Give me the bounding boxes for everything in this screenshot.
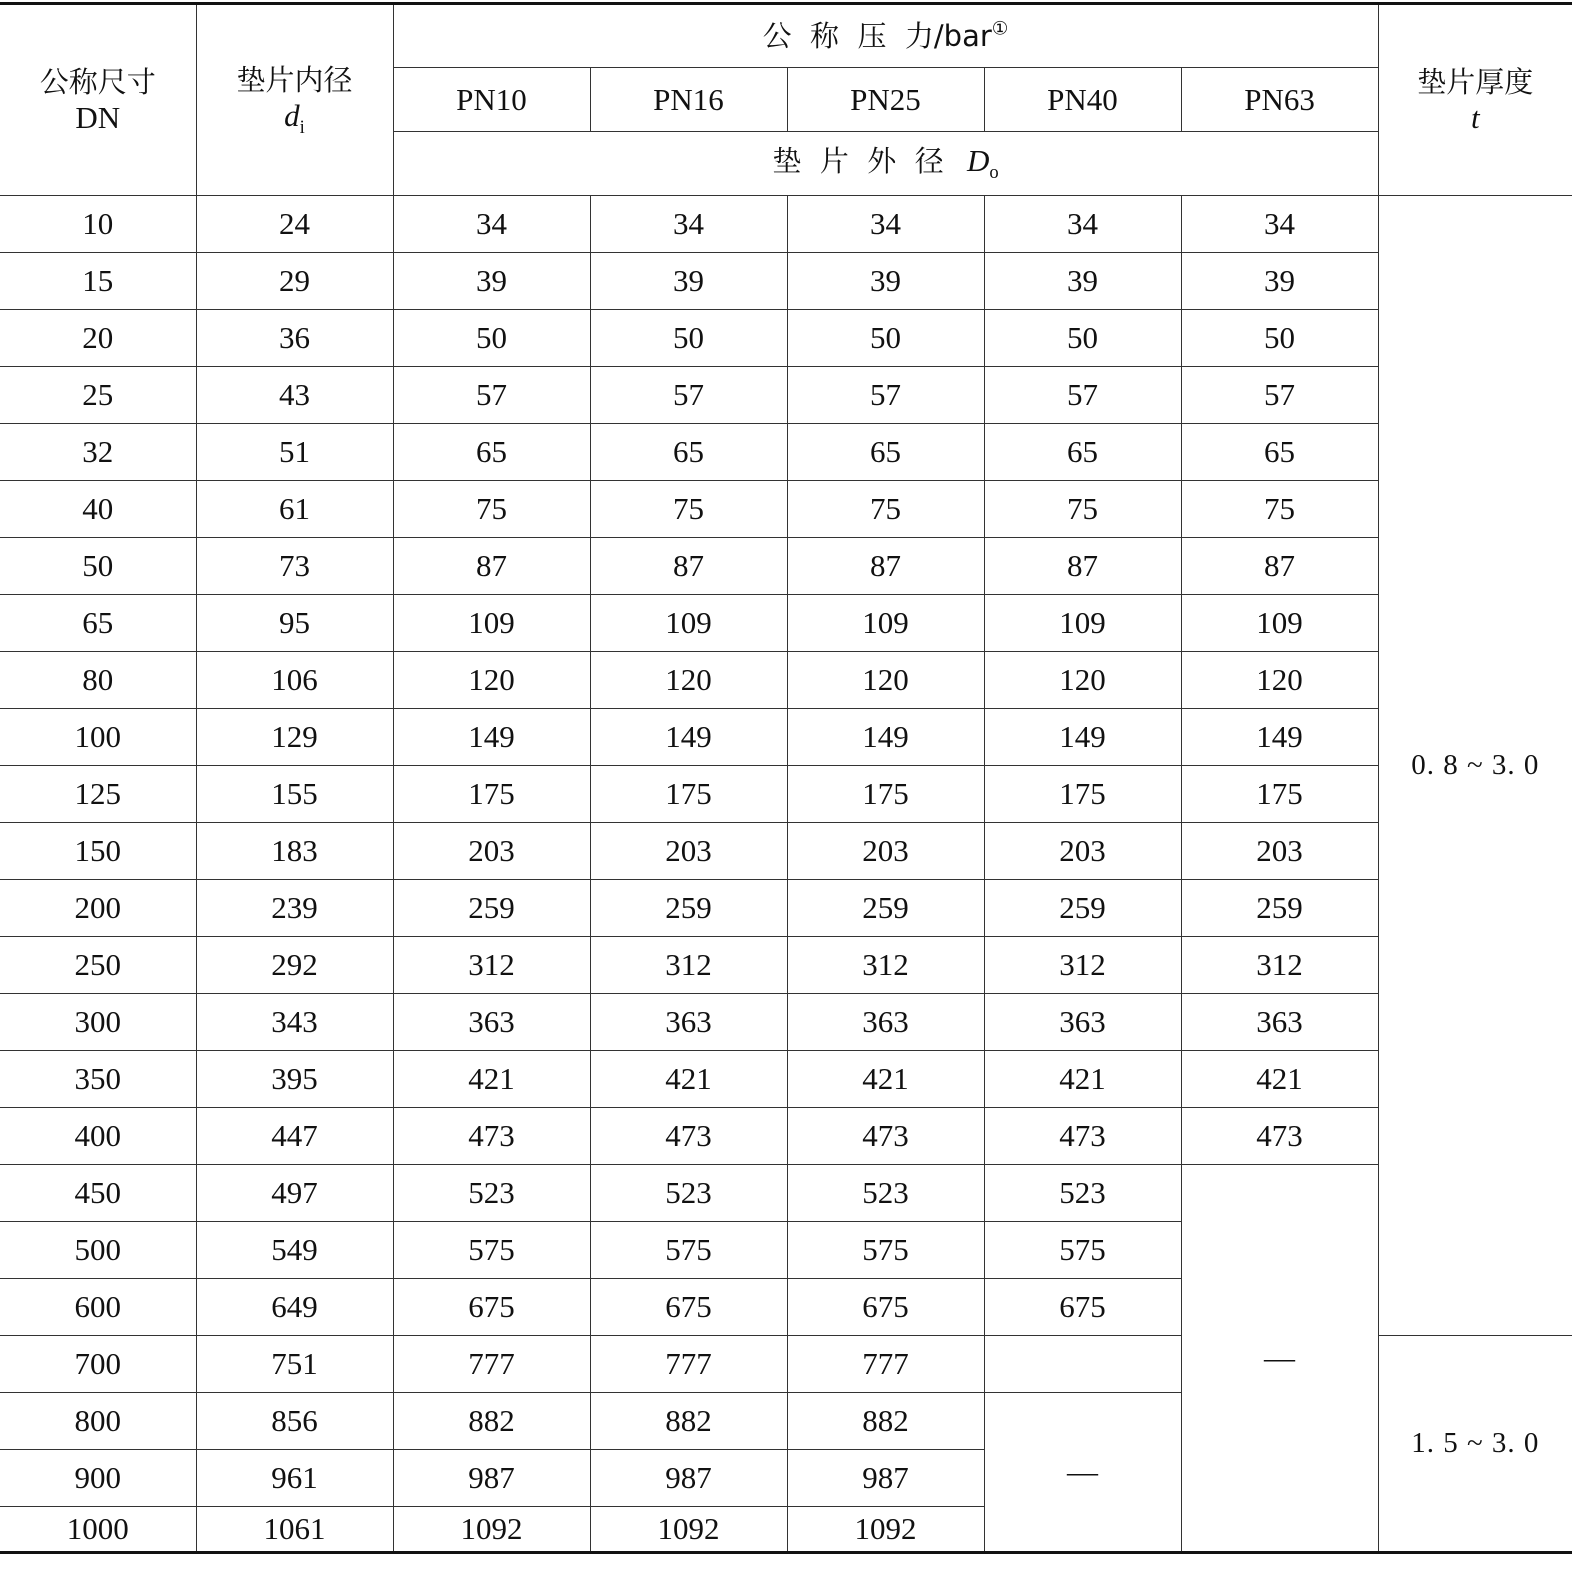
- cell-pn16: 75: [590, 481, 787, 538]
- cell-pn25: 87: [787, 538, 984, 595]
- cell-pn25: 65: [787, 424, 984, 481]
- cell-pn10: 87: [393, 538, 590, 595]
- header-nominal-pressure-label: 公 称 压 力/bar: [762, 19, 992, 54]
- cell-pn40: 109: [984, 595, 1181, 652]
- cell-pn10: 109: [393, 595, 590, 652]
- cell-di: 106: [196, 652, 393, 709]
- table-row: [0, 652, 1572, 709]
- cell-pn40: 149: [984, 709, 1181, 766]
- cell-pn10: 120: [393, 652, 590, 709]
- cell-pn10: 675: [393, 1279, 590, 1336]
- table-row: [0, 367, 1572, 424]
- cell-di: 497: [196, 1165, 393, 1222]
- table-row: [0, 196, 1572, 253]
- table-row: [0, 766, 1572, 823]
- table-row: [0, 880, 1572, 937]
- header-nominal-size-symbol: DN: [75, 100, 121, 135]
- cell-pn40-not-available: —: [984, 1393, 1181, 1553]
- header-outer-diameter: [393, 132, 1378, 196]
- cell-pn16: 50: [590, 310, 787, 367]
- cell-di: 1061: [196, 1507, 393, 1553]
- cell-di: 129: [196, 709, 393, 766]
- cell-pn40: 87: [984, 538, 1181, 595]
- header-thickness-label: 垫片厚度: [1417, 65, 1534, 100]
- cell-pn40: 259: [984, 880, 1181, 937]
- cell-pn63: 57: [1181, 367, 1378, 424]
- header-nominal-size: [0, 4, 196, 196]
- header-outer-diameter-sub: o: [989, 162, 999, 184]
- header-inner-diameter-symbol: d: [284, 97, 300, 133]
- cell-di: 961: [196, 1450, 393, 1507]
- cell-pn63: 363: [1181, 994, 1378, 1051]
- cell-di: 36: [196, 310, 393, 367]
- cell-dn: 800: [0, 1393, 196, 1450]
- cell-pn10: 523: [393, 1165, 590, 1222]
- cell-pn10: 1092: [393, 1507, 590, 1553]
- cell-pn25: 421: [787, 1051, 984, 1108]
- cell-pn10: 987: [393, 1450, 590, 1507]
- cell-pn10: 149: [393, 709, 590, 766]
- cell-pn16: 575: [590, 1222, 787, 1279]
- table-row: [0, 538, 1572, 595]
- cell-pn63: 50: [1181, 310, 1378, 367]
- cell-pn40: 312: [984, 937, 1181, 994]
- cell-di: 751: [196, 1336, 393, 1393]
- table-row: [0, 994, 1572, 1051]
- cell-pn40: 50: [984, 310, 1181, 367]
- table-row: [0, 424, 1572, 481]
- cell-pn63: 109: [1181, 595, 1378, 652]
- cell-pn16: 57: [590, 367, 787, 424]
- table-row: [0, 1108, 1572, 1165]
- cell-dn: 65: [0, 595, 196, 652]
- header-thickness: [1378, 4, 1572, 196]
- cell-di: 155: [196, 766, 393, 823]
- cell-pn25: 149: [787, 709, 984, 766]
- cell-dn: 600: [0, 1279, 196, 1336]
- gasket-dimension-table: [0, 2, 1572, 1554]
- cell-pn25: 50: [787, 310, 984, 367]
- cell-pn10: 312: [393, 937, 590, 994]
- header-nominal-size-label: 公称尺寸: [39, 65, 156, 100]
- cell-dn: 250: [0, 937, 196, 994]
- cell-dn: 25: [0, 367, 196, 424]
- cell-pn63: 65: [1181, 424, 1378, 481]
- cell-dn: 450: [0, 1165, 196, 1222]
- cell-di: 61: [196, 481, 393, 538]
- cell-pn40: 57: [984, 367, 1181, 424]
- cell-pn25: 1092: [787, 1507, 984, 1553]
- header-inner-diameter: [196, 4, 393, 196]
- cell-pn40: 421: [984, 1051, 1181, 1108]
- cell-pn16: 882: [590, 1393, 787, 1450]
- cell-pn10: 203: [393, 823, 590, 880]
- table-row: [0, 823, 1572, 880]
- cell-pn25: 75: [787, 481, 984, 538]
- table-row: [0, 1165, 1572, 1222]
- cell-pn25: 175: [787, 766, 984, 823]
- cell-pn16: 363: [590, 994, 787, 1051]
- cell-di: 343: [196, 994, 393, 1051]
- table-row: [0, 937, 1572, 994]
- cell-di: 95: [196, 595, 393, 652]
- cell-pn63: 75: [1181, 481, 1378, 538]
- cell-di: 24: [196, 196, 393, 253]
- cell-dn: 1000: [0, 1507, 196, 1553]
- table-row: [0, 709, 1572, 766]
- table-row: [0, 1051, 1572, 1108]
- cell-pn16: 120: [590, 652, 787, 709]
- cell-pn63: 34: [1181, 196, 1378, 253]
- cell-dn: 200: [0, 880, 196, 937]
- cell-pn40: 523: [984, 1165, 1181, 1222]
- cell-dn: 100: [0, 709, 196, 766]
- cell-pn16: 421: [590, 1051, 787, 1108]
- cell-pn16: 987: [590, 1450, 787, 1507]
- cell-di: 649: [196, 1279, 393, 1336]
- cell-pn63: 312: [1181, 937, 1378, 994]
- cell-pn25: 312: [787, 937, 984, 994]
- cell-pn40: 120: [984, 652, 1181, 709]
- cell-pn16: 1092: [590, 1507, 787, 1553]
- header-pn63: PN63: [1181, 68, 1378, 132]
- cell-pn16: 259: [590, 880, 787, 937]
- cell-pn25: 987: [787, 1450, 984, 1507]
- cell-pn40: 675: [984, 1279, 1181, 1336]
- cell-pn40: 363: [984, 994, 1181, 1051]
- cell-pn40: 34: [984, 196, 1181, 253]
- table-row: [0, 253, 1572, 310]
- cell-dn: 400: [0, 1108, 196, 1165]
- cell-dn: 20: [0, 310, 196, 367]
- header-pn16: PN16: [590, 68, 787, 132]
- cell-di: 395: [196, 1051, 393, 1108]
- cell-pn25: 675: [787, 1279, 984, 1336]
- cell-pn16: 65: [590, 424, 787, 481]
- cell-pn10: 777: [393, 1336, 590, 1393]
- cell-dn: 80: [0, 652, 196, 709]
- cell-pn10: 65: [393, 424, 590, 481]
- cell-pn16: 34: [590, 196, 787, 253]
- header-inner-diameter-label: 垫片内径: [236, 62, 353, 97]
- cell-pn63: 421: [1181, 1051, 1378, 1108]
- cell-pn40: 175: [984, 766, 1181, 823]
- cell-pn10: 473: [393, 1108, 590, 1165]
- cell-pn63: 259: [1181, 880, 1378, 937]
- cell-pn40: [984, 1336, 1181, 1393]
- cell-pn10: 882: [393, 1393, 590, 1450]
- cell-di: 51: [196, 424, 393, 481]
- cell-dn: 300: [0, 994, 196, 1051]
- header-thickness-symbol: t: [1471, 100, 1480, 135]
- cell-di: 29: [196, 253, 393, 310]
- cell-pn25: 120: [787, 652, 984, 709]
- cell-pn16: 175: [590, 766, 787, 823]
- cell-pn25: 203: [787, 823, 984, 880]
- cell-pn40: 203: [984, 823, 1181, 880]
- cell-pn16: 777: [590, 1336, 787, 1393]
- cell-pn10: 34: [393, 196, 590, 253]
- cell-dn: 150: [0, 823, 196, 880]
- cell-pn10: 39: [393, 253, 590, 310]
- cell-pn63: 203: [1181, 823, 1378, 880]
- cell-dn: 350: [0, 1051, 196, 1108]
- cell-dn: 900: [0, 1450, 196, 1507]
- cell-pn63: 149: [1181, 709, 1378, 766]
- header-outer-diameter-symbol: D: [966, 143, 990, 179]
- cell-dn: 125: [0, 766, 196, 823]
- cell-dn: 32: [0, 424, 196, 481]
- cell-pn63: 175: [1181, 766, 1378, 823]
- cell-dn: 500: [0, 1222, 196, 1279]
- cell-pn25: 777: [787, 1336, 984, 1393]
- header-outer-diameter-label: 垫 片 外 径: [772, 144, 944, 179]
- cell-pn63: 120: [1181, 652, 1378, 709]
- cell-pn16: 109: [590, 595, 787, 652]
- header-nominal-pressure: [393, 4, 1378, 68]
- cell-pn25: 575: [787, 1222, 984, 1279]
- cell-pn10: 50: [393, 310, 590, 367]
- cell-pn16: 39: [590, 253, 787, 310]
- cell-thickness-small: 0. 8 ~ 3. 0: [1378, 196, 1572, 1336]
- cell-pn25: 882: [787, 1393, 984, 1450]
- cell-pn40: 39: [984, 253, 1181, 310]
- cell-di: 43: [196, 367, 393, 424]
- cell-pn63: 39: [1181, 253, 1378, 310]
- cell-thickness-large: 1. 5 ~ 3. 0: [1378, 1336, 1572, 1553]
- cell-dn: 50: [0, 538, 196, 595]
- cell-di: 447: [196, 1108, 393, 1165]
- cell-pn16: 87: [590, 538, 787, 595]
- cell-di: 856: [196, 1393, 393, 1450]
- footnote-marker: ①: [991, 18, 1009, 40]
- cell-di: 292: [196, 937, 393, 994]
- cell-pn25: 523: [787, 1165, 984, 1222]
- cell-dn: 15: [0, 253, 196, 310]
- cell-pn40: 75: [984, 481, 1181, 538]
- table-row: [0, 481, 1572, 538]
- header-inner-diameter-sub: i: [299, 116, 305, 138]
- cell-pn25: 39: [787, 253, 984, 310]
- cell-pn25: 473: [787, 1108, 984, 1165]
- cell-pn16: 149: [590, 709, 787, 766]
- cell-di: 73: [196, 538, 393, 595]
- cell-di: 183: [196, 823, 393, 880]
- cell-pn16: 473: [590, 1108, 787, 1165]
- cell-dn: 10: [0, 196, 196, 253]
- cell-pn40: 65: [984, 424, 1181, 481]
- cell-pn10: 175: [393, 766, 590, 823]
- cell-di: 239: [196, 880, 393, 937]
- table-row: [0, 310, 1572, 367]
- cell-pn25: 57: [787, 367, 984, 424]
- cell-pn25: 363: [787, 994, 984, 1051]
- cell-dn: 40: [0, 481, 196, 538]
- cell-pn10: 421: [393, 1051, 590, 1108]
- table-row: [0, 595, 1572, 652]
- cell-dn: 700: [0, 1336, 196, 1393]
- cell-pn25: 34: [787, 196, 984, 253]
- cell-pn40: 473: [984, 1108, 1181, 1165]
- cell-pn63: 473: [1181, 1108, 1378, 1165]
- cell-pn16: 312: [590, 937, 787, 994]
- cell-pn10: 363: [393, 994, 590, 1051]
- cell-pn10: 259: [393, 880, 590, 937]
- cell-pn16: 203: [590, 823, 787, 880]
- header-pn10: PN10: [393, 68, 590, 132]
- cell-pn25: 109: [787, 595, 984, 652]
- cell-pn10: 575: [393, 1222, 590, 1279]
- header-pn25: PN25: [787, 68, 984, 132]
- cell-di: 549: [196, 1222, 393, 1279]
- cell-pn63: 87: [1181, 538, 1378, 595]
- cell-pn40: 575: [984, 1222, 1181, 1279]
- header-pn40: PN40: [984, 68, 1181, 132]
- cell-pn10: 75: [393, 481, 590, 538]
- cell-pn16: 523: [590, 1165, 787, 1222]
- cell-pn25: 259: [787, 880, 984, 937]
- cell-pn16: 675: [590, 1279, 787, 1336]
- cell-pn63-not-available: —: [1181, 1165, 1378, 1553]
- cell-pn10: 57: [393, 367, 590, 424]
